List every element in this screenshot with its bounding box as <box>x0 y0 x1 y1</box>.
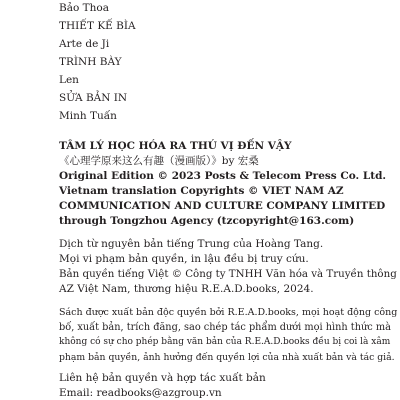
vietnam-copyright-line-3: through Tongzhou Agency (tzcopyright@163.com) <box>59 215 355 227</box>
exclusive-line-2: bố, xuất bản, trích đăng, sao chép tác phẩm dưới mọi hình thức mà <box>59 322 391 333</box>
proofreading-label: SỬA BẢN IN <box>59 92 128 104</box>
vietnam-copyright-line-1: Vietnam translation Copyrights © VIET NAM AZ <box>59 185 344 197</box>
translation-line-3: Bản quyền tiếng Việt © Công ty TNHH Văn hóa và Truyền thông <box>59 268 397 280</box>
layout-designer-name: Len <box>59 74 79 86</box>
translation-line-4: AZ Việt Nam, thương hiệu R.E.A.D.books, 2024. <box>59 283 314 295</box>
contact-heading: Liên hệ bản quyền và hợp tác xuất bản <box>59 372 266 384</box>
exclusive-line-4: phạm bản quyền, ảnh hưởng đến quyền lợi của nhà xuất bản và tác giả. <box>59 352 395 363</box>
vietnam-copyright-line-2: COMMUNICATION AND CULTURE COMPANY LIMITED <box>59 200 386 212</box>
exclusive-line-3: không có sự cho phép bằng văn bản của R.E.A.D.books đều bị coi là xâm <box>59 337 391 347</box>
contact-email: Email: readbooks@azgroup.vn <box>59 387 222 399</box>
original-title: 《心理学原来这么有趣（漫画版）》by 宏桑 <box>59 155 259 167</box>
book-title: TÂM LÝ HỌC HÓA RA THÚ VỊ ĐẾN VẬY <box>59 140 292 152</box>
editor-name: Bảo Thoa <box>59 2 109 14</box>
original-edition: Original Edition © 2023 Posts & Telecom Press Co. Ltd. <box>59 170 387 182</box>
proofreader-name: Minh Tuấn <box>59 110 117 122</box>
cover-designer-name: Arte de Ji <box>59 38 110 50</box>
translation-line-2: Mọi vi phạm bản quyền, in lậu đều bị truy cứu. <box>59 253 309 265</box>
translation-line-1: Dịch từ nguyên bản tiếng Trung của Hoàng Tang. <box>59 238 324 250</box>
cover-design-label: THIẾT KẾ BÌA <box>59 20 136 32</box>
layout-label: TRÌNH BÀY <box>59 56 122 68</box>
exclusive-line-1: Sách được xuất bản độc quyền bởi R.E.A.D.books, mọi hoạt động công <box>59 307 398 318</box>
